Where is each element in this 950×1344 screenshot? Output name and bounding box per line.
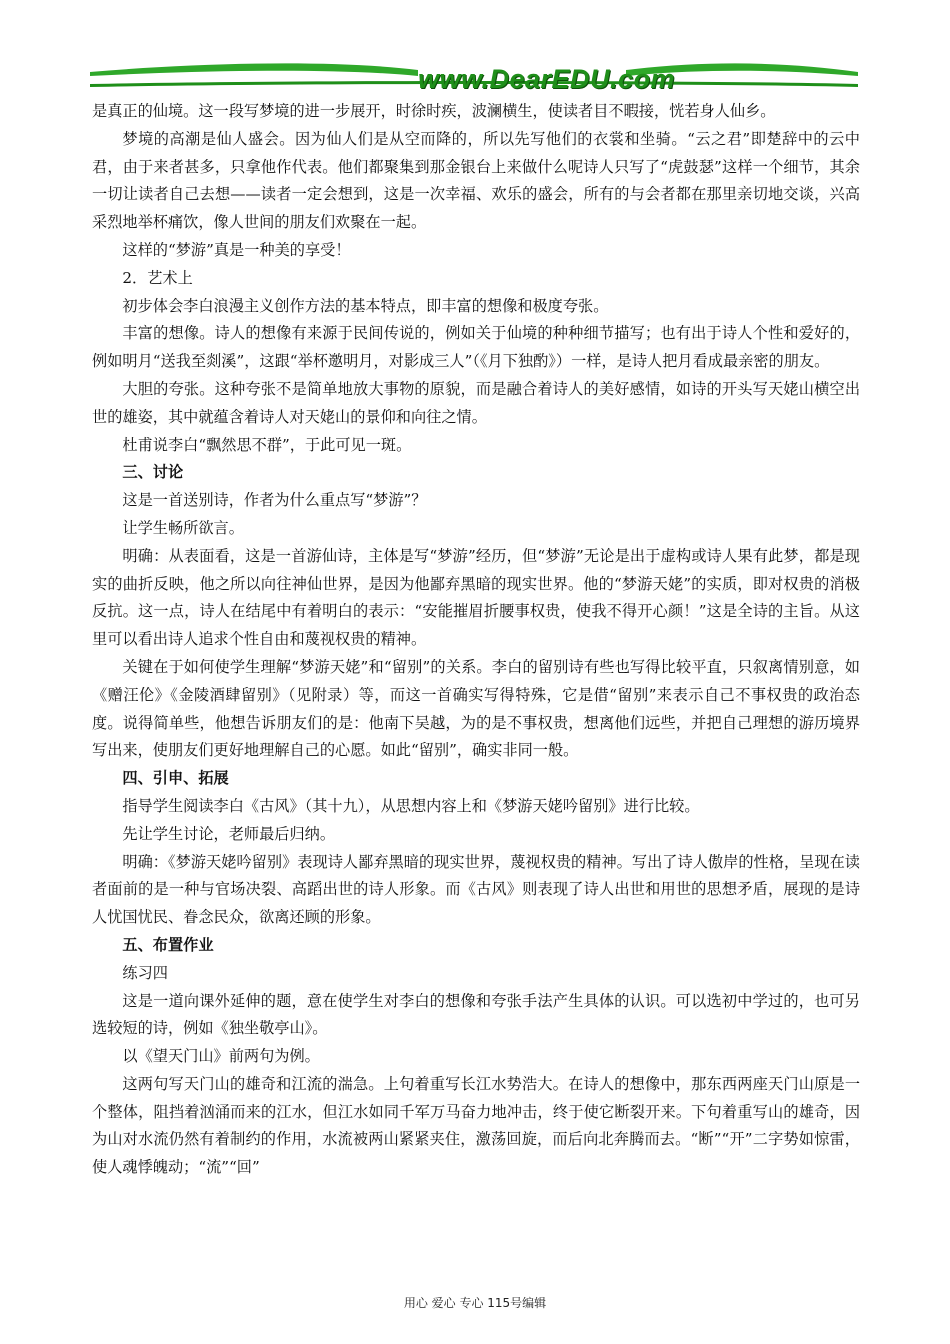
paragraph: 2．艺术上: [122, 268, 193, 287]
paragraph: 指导学生阅读李白《古风》（其十九），从思想内容上和《梦游天姥吟留别》进行比较。: [122, 796, 700, 815]
paragraph: 先让学生讨论，老师最后归纳。: [122, 824, 336, 843]
paragraph: 让学生畅所欲言。: [122, 518, 244, 537]
paragraph: 大胆的夸张。这种夸张不是简单地放大事物的原貌，而是融合着诗人的美好感情，如诗的开头写天姥山横空出世的雄姿，其中就蕴含着诗人对天姥山的景仰和向往之情。: [92, 379, 860, 426]
section-heading: 三、讨论: [122, 463, 184, 482]
paragraph: 这是一首送别诗，作者为什么重点写“梦游”？: [122, 491, 427, 510]
site-header-banner: [88, 58, 860, 98]
paragraph: 丰富的想像。诗人的想像有来源于民间传说的，例如关于仙境的种种细节描写；也有出于诗人个性和爱好的，例如明月“送我至剡溪”，这跟“举杯邀明月，对影成三人”（《月下独酌》）一样，是诗人把月看成最亲密的朋友。: [92, 324, 860, 371]
paragraph: 以《望天门山》前两句为例。: [122, 1047, 320, 1066]
paragraph: 关键在于如何使学生理解“梦游天姥”和“留别”的关系。李白的留别诗有些也写得比较平直，只叙离情别意，如《赠汪伦》《金陵酒肆留别》（见附录）等，而这一首确实写得特殊，它是借“留别”来表示自己不事权贵的政治态度。说得简单些，他想告诉朋友们的是：他南下吴越，为的是不事权贵，想离他们远些，并把自己理想的游历境界写出来，使朋友们更好地理解自己的心愿。如此“留别”，确实非同一般。: [92, 657, 860, 760]
paragraph: 这样的“梦游”真是一种美的享受！: [122, 240, 351, 259]
document-body: [92, 98, 860, 1182]
section-heading: 五、布置作业: [122, 935, 214, 954]
site-logo[interactable]: www.DearEDU.com: [418, 64, 676, 94]
paragraph: 明确：从表面看，这是一首游仙诗，主体是写“梦游”经历，但“梦游”无论是出于虚构或诗人果有此梦，都是现实的曲折反映，他之所以向往神仙世界，是因为他鄙弃黑暗的现实世界。他的“梦游天姥”的实质，即对权贵的消极反抗。这一点，诗人在结尾中有着明白的表示：“安能摧眉折腰事权贵，使我不得开心颜！”这是全诗的主旨。从这里可以看出诗人追求个性自由和蔑视权贵的精神。: [92, 546, 860, 649]
paragraph: 这两句写天门山的雄奇和江流的湍急。上句着重写长江水势浩大。在诗人的想像中，那东西两座天门山原是一个整体，阻挡着汹涌而来的江水，但江水如同千军万马奋力地冲击，终于使它断裂开来。下句着重写山的雄奇，因为山对水流仍然有着制约的作用，水流被两山紧紧夹住，激荡回旋，而后向北奔腾而去。“断”“开”二字势如惊雷，使人魂悸魄动；“流”“回”: [92, 1074, 860, 1177]
paragraph: 这是一道向课外延伸的题，意在使学生对李白的想像和夸张手法产生具体的认识。可以选初中学过的，也可另选较短的诗，例如《独坐敬亭山》。: [92, 991, 860, 1038]
paragraph: 明确：《梦游天姥吟留别》表现诗人鄙弃黑暗的现实世界，蔑视权贵的精神。写出了诗人傲岸的性格，呈现在读者面前的是一种与官场决裂、高蹈出世的诗人形象。而《古风》则表现了诗人出世和用世的思想矛盾，展现的是诗人忧国忧民、眷念民众，欲离还顾的形象。: [92, 852, 860, 927]
page-footer: 用心 爱心 专心 115号编辑: [403, 1296, 547, 1310]
paragraph: 梦境的高潮是仙人盛会。因为仙人们是从空而降的，所以先写他们的衣裳和坐骑。“云之君”即楚辞中的云中君，由于来者甚多，只拿他作代表。他们都聚集到那金银台上来做什么呢诗人只写了“虎鼓瑟”这样一个细节，其余一切让读者自己去想——读者一定会想到，这是一次幸福、欢乐的盛会，所有的与会者都在那里亲切地交谈，兴高采烈地举杯痛饮，像人世间的朋友们欢聚在一起。: [92, 129, 860, 232]
paragraph: 杜甫说李白“飘然思不群”，于此可见一斑。: [122, 435, 412, 454]
section-heading: 四、引申、拓展: [122, 769, 229, 788]
paragraph: 是真正的仙境。这一段写梦境的进一步展开，时徐时疾，波澜横生，使读者目不暇接，恍若身人仙乡。: [92, 102, 776, 120]
paragraph: 练习四: [122, 963, 168, 982]
paragraph: 初步体会李白浪漫主义创作方法的基本特点，即丰富的想像和极度夸张。: [122, 296, 609, 315]
